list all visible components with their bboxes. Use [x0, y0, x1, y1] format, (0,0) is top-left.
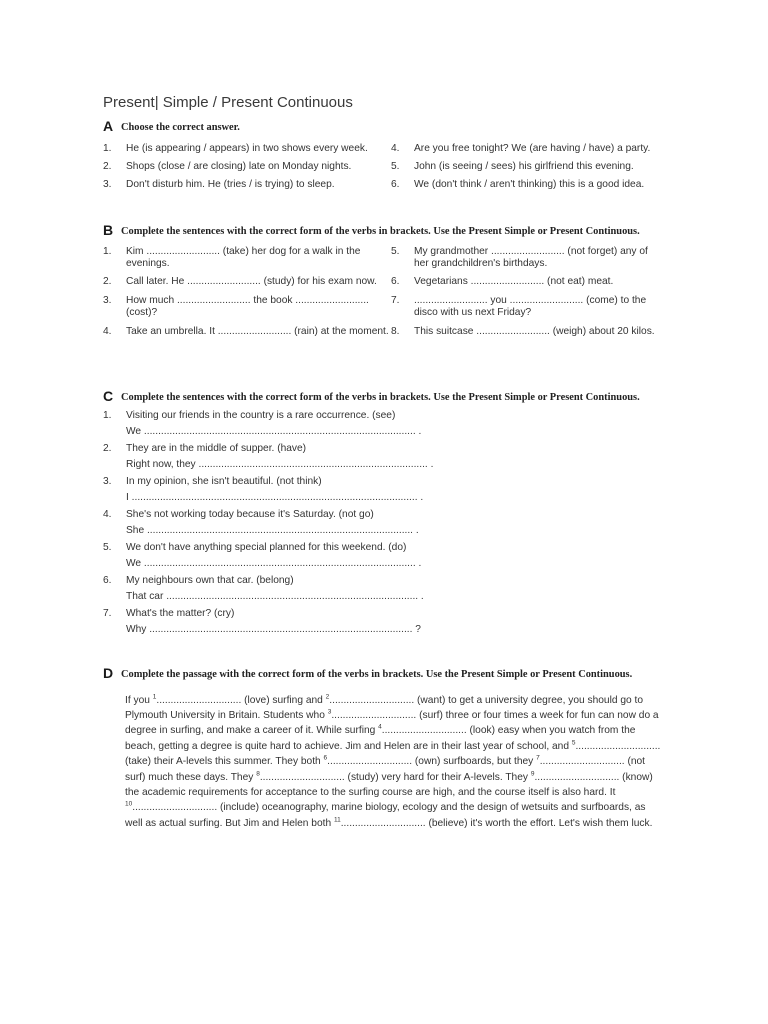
gap-number: 8: [256, 770, 260, 778]
item-text: Are you free tonight? We (are having / have) a party.: [414, 142, 651, 154]
section-a-instruction: Choose the correct answer.: [121, 122, 240, 133]
item-number: 8.: [391, 325, 400, 337]
item-number: 5.: [103, 541, 112, 553]
section-c-instruction: Complete the sentences with the correct form of the verbs in brackets. Use the Present Simple or Present Continuous.: [121, 392, 640, 403]
item-number: 6.: [103, 574, 112, 586]
item-text: Don't disturb him. He (tries / is trying) to sleep.: [126, 179, 335, 191]
item-number: 4.: [391, 142, 400, 154]
exercise-item: [103, 143, 391, 155]
item-text: Shops (close / are closing) late on Monday nights.: [126, 160, 352, 172]
item-text: We (don't think / aren't thinking) this is a good idea.: [414, 179, 645, 191]
item-text: Take an umbrella. It .......................... (rain) at the moment.: [126, 325, 389, 337]
exercise-item: [391, 161, 663, 173]
item-text: How much .......................... the book .......................... (cost)?: [126, 294, 369, 319]
answer-line: I ..................................................................................................... .: [126, 491, 424, 503]
passage-segment: .............................. (include) oceanography, marine biology, ecology and the design of wetsuits and surfboards, as well as actual surfing. But Jim and Helen both: [125, 802, 646, 829]
item-text: .......................... you .......................... (come) to the disco with us next Friday?: [414, 294, 647, 319]
item-text: Kim .......................... (take) her dog for a walk in the evenings.: [126, 245, 361, 269]
item-number: 2.: [103, 160, 112, 172]
gap-number: 1: [152, 693, 157, 701]
exercise-item: [103, 276, 391, 288]
exercise-item: [391, 246, 663, 271]
gap-number: 9: [530, 770, 535, 778]
exercise-item: [103, 606, 663, 638]
page-title: Present| Simple / Present Continuous: [103, 94, 353, 111]
passage-segment: .............................. (own) surfboards, but they: [327, 756, 537, 768]
passage-segment: .............................. (surf) three or four times a week for fun can now do a degree in surfing, and make a career of it. While surfing: [125, 709, 659, 737]
section-d-heading: [103, 665, 663, 682]
section-c-list: [103, 408, 663, 638]
exercise-item: [103, 246, 391, 271]
exercise-item: [103, 408, 663, 440]
section-b-letter: B: [103, 222, 114, 238]
exercise-item: [391, 326, 663, 338]
section-c-heading: [103, 388, 663, 405]
section-a-right-column: [391, 143, 663, 192]
section-c-letter: C: [103, 388, 114, 404]
exercise-item: [103, 179, 391, 191]
section-a-letter: A: [103, 118, 114, 134]
exercise-item: [103, 474, 663, 506]
passage-text: [103, 693, 665, 832]
section-b-heading: [103, 222, 663, 239]
exercise-item: [103, 540, 663, 572]
gap-number: 4: [378, 723, 382, 731]
item-question: Visiting our friends in the country is a rare occurrence. (see): [126, 409, 396, 421]
passage-segment: .............................. (study) very hard for their A-levels. They: [259, 771, 531, 783]
section-c: [103, 388, 663, 638]
gap-number: 10: [125, 800, 133, 808]
item-question: My neighbours own that car. (belong): [126, 574, 294, 586]
section-d: [103, 665, 663, 831]
section-b-instruction: Complete the sentences with the correct form of the verbs in brackets. Use the Present Simple or Present Continuous.: [121, 226, 640, 237]
item-text: John (is seeing / sees) his girlfriend this evening.: [414, 160, 634, 172]
gap-number: 3: [327, 708, 332, 716]
section-a-left-column: [103, 143, 391, 192]
answer-line: We ................................................................................................ .: [126, 425, 422, 437]
exercise-item: [103, 507, 663, 539]
answer-line: Why ............................................................................................. ?: [126, 623, 421, 635]
item-number: 7.: [103, 607, 112, 619]
answer-line: Right now, they ................................................................................. .: [126, 458, 434, 470]
item-number: 3.: [103, 475, 112, 487]
item-number: 1.: [103, 409, 112, 421]
exercise-item: [391, 276, 663, 288]
section-a: [103, 118, 663, 192]
exercise-item: [391, 179, 663, 191]
gap-number: 5: [571, 739, 576, 747]
answer-line: We ................................................................................................ .: [126, 557, 422, 569]
item-number: 4.: [103, 508, 112, 520]
passage-segment: .............................. (know) the academic requirements for acceptance to the surfing course are high, and the course itself is also hard. It: [125, 771, 653, 798]
item-number: 2.: [103, 442, 112, 454]
item-number: 7.: [391, 294, 400, 306]
passage-segment: .............................. (look) easy when you watch from the beach, getting a degree is quite hard to achieve. Jim and Helen are in their last year of school, and: [125, 725, 636, 752]
exercise-item: [391, 143, 663, 155]
item-number: 2.: [103, 276, 112, 288]
item-number: 6.: [391, 179, 400, 191]
item-question: They are in the middle of supper. (have): [126, 442, 307, 454]
section-b-right-column: [391, 246, 663, 338]
section-d-letter: D: [103, 665, 114, 681]
exercise-item: [103, 295, 391, 320]
exercise-item: [103, 441, 663, 473]
item-question: In my opinion, she isn't beautiful. (not think): [126, 475, 322, 487]
exercise-item: [103, 161, 391, 173]
item-text: Vegetarians .......................... (not eat) meat.: [414, 276, 614, 288]
section-b: [103, 222, 663, 338]
section-a-heading: [103, 118, 663, 135]
passage-segment: .............................. (want) to get a university degree, you should go to Plymouth University in Britain. Students who: [125, 694, 643, 721]
passage-segment: .............................. (take) their A-levels this summer. They both: [125, 740, 661, 768]
answer-line: That car ......................................................................................... .: [126, 590, 424, 602]
item-text: This suitcase .......................... (weigh) about 20 kilos.: [414, 325, 655, 337]
item-number: 5.: [391, 160, 400, 172]
item-number: 1.: [103, 245, 112, 257]
section-d-instruction: Complete the passage with the correct form of the verbs in brackets. Use the Present Simple or Present Continuous.: [121, 669, 633, 680]
item-number: 5.: [391, 245, 400, 257]
passage-segment: .............................. (love) surfing and: [156, 694, 326, 706]
gap-number: 7: [536, 754, 540, 762]
exercise-item: [391, 295, 663, 320]
passage-segment: If you: [125, 694, 153, 706]
passage-segment: .............................. (believe) it's worth the effort. Let's wish them luck.: [340, 817, 653, 829]
item-text: My grandmother .......................... (not forget) any of her grandchildren's birthdays.: [414, 245, 648, 269]
item-number: 3.: [103, 179, 112, 191]
item-text: He (is appearing / appears) in two shows every week.: [126, 142, 368, 154]
exercise-item: [103, 326, 391, 338]
gap-number: 2: [325, 693, 330, 701]
item-number: 4.: [103, 325, 112, 337]
gap-number: 11: [333, 816, 341, 824]
item-question: We don't have anything special planned for this weekend. (do): [126, 541, 407, 553]
section-b-left-column: [103, 246, 391, 338]
answer-line: She .............................................................................................. .: [126, 524, 419, 536]
item-question: She's not working today because it's Saturday. (not go): [126, 508, 374, 520]
exercise-item: [103, 573, 663, 605]
item-number: 3.: [103, 294, 112, 306]
item-question: What's the matter? (cry): [126, 607, 235, 619]
item-text: Call later. He .......................... (study) for his exam now.: [126, 276, 377, 288]
passage-segment: .............................. (not surf) much these days. They: [125, 756, 646, 783]
gap-number: 6: [323, 754, 328, 762]
item-number: 6.: [391, 276, 400, 288]
item-number: 1.: [103, 142, 112, 154]
